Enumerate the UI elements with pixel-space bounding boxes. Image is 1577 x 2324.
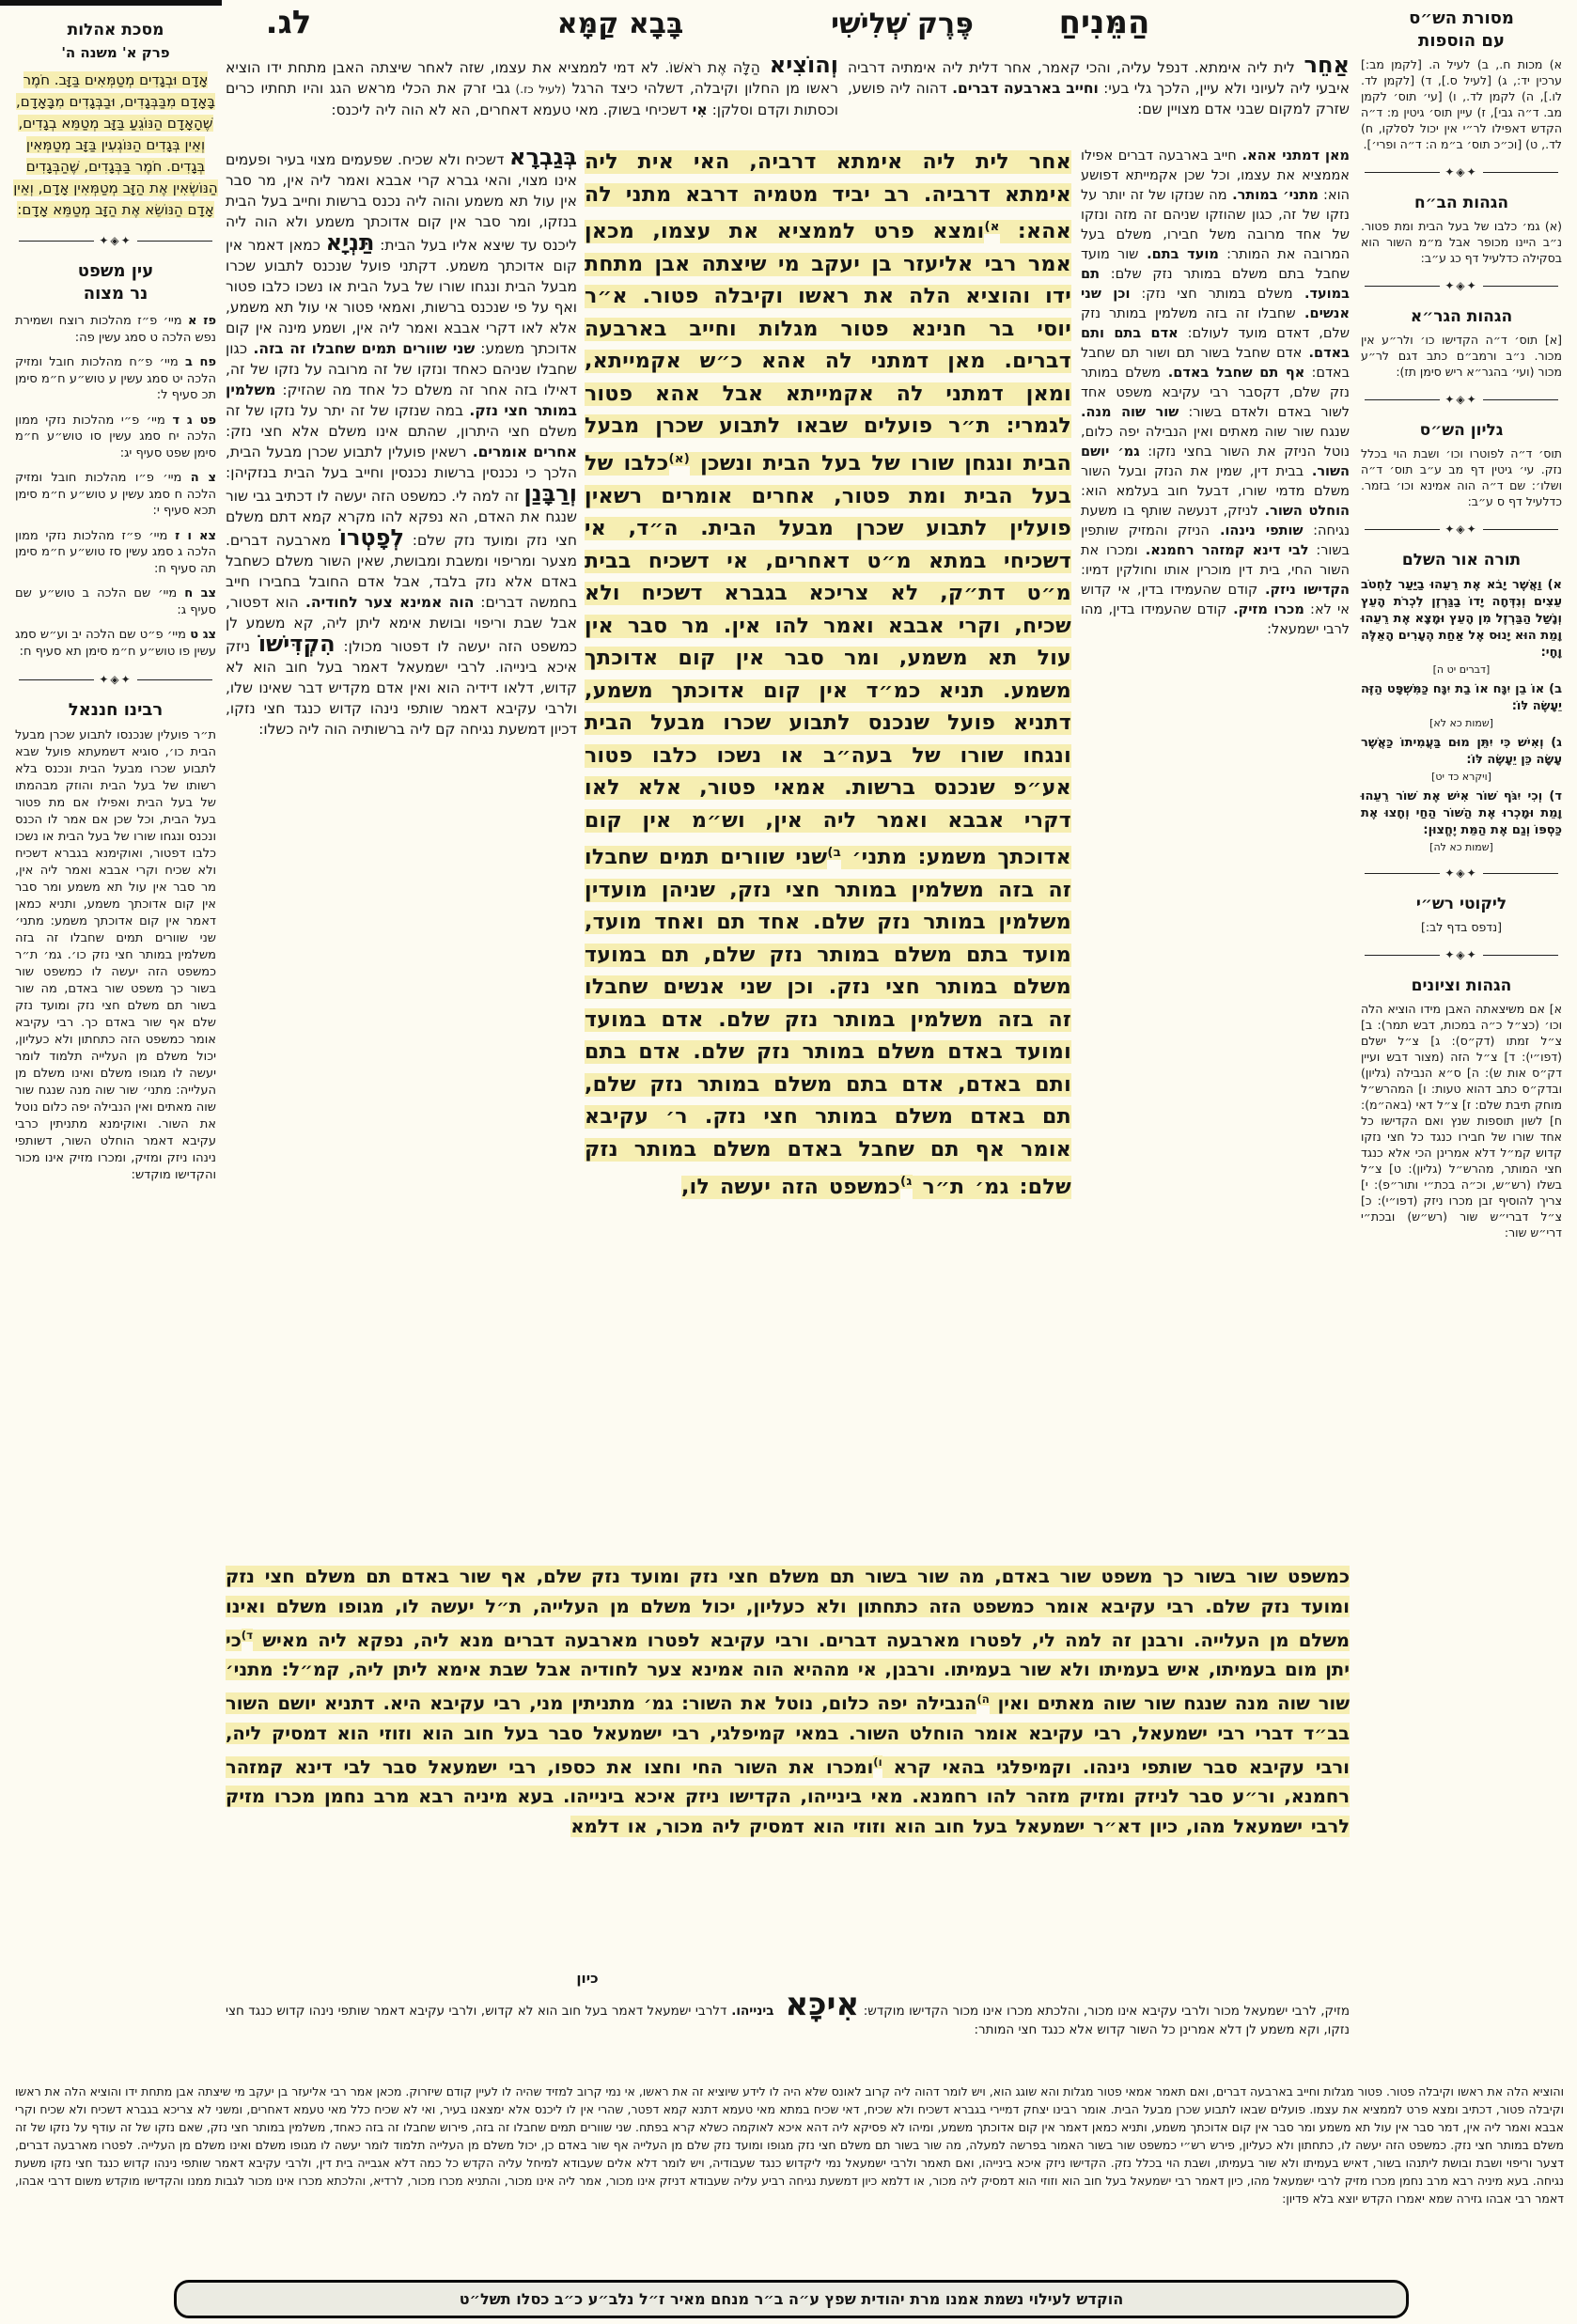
ornament-divider: ✦◈✦ (1365, 393, 1558, 406)
hagahot-hagra-section (1359, 305, 1564, 380)
gilyon-hashas-title: גליון הש״ס (1419, 421, 1504, 440)
ornament-divider: ✦◈✦ (19, 673, 212, 686)
likutei-rashi-section (1359, 893, 1564, 935)
scan-artifact-bar (0, 0, 222, 6)
ein-mishpat-section (13, 260, 218, 660)
likutei-rashi-title: ליקוטי רש״י (1415, 895, 1507, 913)
bottom-notes-block: והוציא הלה את ראשו וקיבלה פטור. פטור מגלות וחייב בארבעה דברים, ואם תאמר אמאי פטור מגלות והא שוגג הוא, ויש לומר דהוה ליה קרוב לאונס שלא היה לו לידע שיוציא זה את ראשו, אי נמי קרוב למזיד שהיה לו לעיין קודם שיזרוק. מכאן אמר רבי אליעזר בן יעקב מי שיצתה אבן מתחת ידו והוציא הלה את ראשו וקיבלה פטור, דכתיב ומצא פרט לממציא את עצמו. פועלים שבאו לתבוע שכרן מבעל הבית. אומר רבינו יצחק דמיירי בגברא דשכיח ולא שכיח, דאי שכיח במתא מאי טעמא דתנא קמא דפטר, שהרי אין לו ליכנס אלא ימצאנו בעיר, ואי לא שכיח כלל מאי טעמא דאחרים, ומשני לא צריכא בגברא דשכיח ולא שכיח וקרי אבבא ואמר ליה אין, דמר סבר אין עול תא משמע ומר סבר אין קום אדוכתך משמע, ותניא כמאן דאמר אין קום אדוכתך משמע, ומיהו לא פסיקא ליה דהא איכא לאוקמה כשלא קרא בפתח. שני שוורים תמים שחבלו זה בזה, פירוש שחבלו זה בזה כאחד, משלמין במותר חצי נזק, שאם נזקו של זה עודף על נזקו של זה משלם במותר חצי נזק. כמשפט הזה יעשה לו, כתחתון ולא כעליון, פירש רש״י כמשפט שור בשור האמור בפרשה למעלה, מה שור בשור תם משלם חצי נזק מגופו ומועד נזק שלם מן העלייה אף שור באדם כן, יכול משלם מן העלייה תלמוד לומר יעשה לו מגופו משלם ואינו משלם מן העלייה. לפטרו מארבעה דברים, דצער וריפוי ושבת ובושת ליתנהו בשור, דאיש בעמיתו ולא שור בעמיתו, ושבת הוי בכלל נזק. הקדישו ניזק איכא בינייהו, ואם תאמר ולרבי ישמעאל נמי ליקדוש כנגד שעבודיה, ויש לומר דלא אלים שעבודא למיחל עליה הקדש כל כמה דלא אגבייה בית דין, ולרבי עקיבא דאמר שותפי נינהו קדוש כנגד חצי נזקו משעת נגיחה. בעא מיניה רבא מרב נחמן מכרו מזיק לרבי ישמעאל מהו, כיון דאמר רבי ישמעאל בעל חוב הוא וזוזי הוא דמסיק ליה מכור, או דלמא כיון דמשעת נגיחה רביע עליה שעבודא דניזק אינו מכור, אמר ליה אינו מכור, והתניא מכרו מכור, לרדיא, והלכתא מכרו אינו מכור לגבות ממנו והקדישו מוקדש משום דרבי אבהו, דאמר רבי אבהו גזירה שמא יאמרו הקדש יוצא בלא פדיון: (15, 2084, 1564, 2206)
mishnah-reference-subtitle: פרק א' משנה ה' (61, 44, 170, 61)
ein-mishpat-entry: פז א מיי׳ פ״ז מהלכות רוצח ושמירת נפש הלכה ט סמג עשין פה: (15, 314, 216, 345)
torah-or-verse-citation: [דברים יט ה] (1432, 663, 1491, 676)
header-masechet: בָּבָא קַמָּא (556, 8, 684, 40)
ornament-divider: ✦◈✦ (1365, 523, 1558, 536)
left-margin-column (13, 19, 218, 1184)
ornament-divider: ✦◈✦ (1365, 279, 1558, 292)
torah-or-section (1359, 549, 1564, 853)
rashi-top-strip: אַחֵר לית ליה אימתא. דנפל עליה, והכי קאמר, אחר דלית ליה אימתיה דרביה איבעי ליה לעיוני ולא עיין, הלכך גלי בעי: וחייב בארבעה דברים. דהוה ליה פושע, שזרק למקום שבני אדם מצויין שם: (848, 55, 1350, 117)
gilyon-hashas-text: תוס׳ ד״ה לפוטרו וכו׳ ושבת הוי בכלל נזק. עי׳ גיטין דף מב ע״ב תוס׳ ד״ה ושלו׳: שם ד״ה הוה אמינא וכו׳ בזמר. כדלעיל דף ס ע״ב: (1361, 446, 1562, 508)
hagahot-vetziyunim-section (1359, 975, 1564, 1240)
ornament-divider: ✦◈✦ (1365, 165, 1558, 179)
header-chapter-name: הַמֵּנִיחַ (1058, 4, 1150, 41)
ein-mishpat-title: עין משפט (77, 261, 154, 281)
torah-or-verse: ד) וְכִי יִגֹּף שׁוֹר אִישׁ אֶת שׁוֹר רֵעֵהוּ וָמֵת וּמָכְרוּ אֶת הַשּׁוֹר הַחַי וְחָצוּ אֶת כַּסְפּוֹ וְגַם אֶת הַמֵּת יֶחֱצוּן: (1361, 789, 1562, 837)
header-perek: פֶּרֶק שְׁלִישִׁי (831, 8, 974, 40)
gilyon-hashas-section (1359, 419, 1564, 509)
torah-or-verse-citation: [שמות כא לא] (1429, 717, 1493, 729)
ein-mishpat-subtitle: נר מצוה (83, 284, 148, 304)
masoret-hashas-section (1359, 8, 1564, 152)
tosafot-bottom-block: מזיק, לרבי ישמעאל מכור ולרבי עקיבא אינו מכור, והלכתא מכרו אינו מכור הקדישו מוקדש: אִיכָּא בינייהו. דלרבי ישמעאל דאמר בעל חוב הוא לא קדוש, ולרבי עקיבא דאמר שותפי נינהו קדוש כנגד חצי נזקו, וקא משמע לן דלא אמרינן כל השור קדוש אלא כנגד חצי המותר: (226, 1996, 1350, 2037)
masoret-hashas-subtitle: עם הוספות (1418, 31, 1505, 51)
rashi-column: מאן דמתני אהא. חייב בארבעה דברים אפילו אממציא את עצמו, וכל שכן אקמייתא דפושע הוא: מתני׳ במותר. מה שנזקו של זה יותר על נזקו של זה, כגון שהוזקו שניהם זה מזה ונזקו של אחד מרובה משל חבירו, משלם בעל המרובה את המותר: מועד בתם. שור מועד שחבל בתם משלם במותר נזק שלם: תם במועד. משלם במותר חצי נזק: וכן שני אנשים. שחבלו זה בזה משלמין במותר נזק שלם, דאדם מועד לעולם: אדם בתם ותם באדם. אדם שחבל בשור תם ושור תם שחבל באדם: אף תם שחבל באדם. משלם במותר נזק שלם, דקסבר רבי עקיבא משפט אחד לשור באדם ולאדם בשור: שור שוה מנה. שנגח שור שוה מאתים ואין הנבילה יפה כלום, נוטל הניזק את השור בחצי נזקו: גמ׳ יושם השור. בבית דין, שמין את הנזק ובעל השור משלם מדמי שורו, דבעל חוב בעלמא הוא: הוחלט השור. לניזק, דנעשה שותף בו משעת נגיחה: שותפי נינהו. הניזק והמזיק שותפין בשור: לבי דינא קמזהר רחמנא. ומכרו את השור החי, בית דין מוכרין אותו וחולקין דמיו: הקדישו ניזק. קודם שהעמידו בדין, אי קדוש אי לא: מכרו מזיק. קודם שהעמידו בדין, מהו לרבי ישמעאל: (1081, 148, 1350, 637)
header-daf-number: לג. (265, 4, 312, 41)
tosafot-top-strip: וְהוֹצִיא הַלָּה אֶת רֹאשׁוֹ. לא דמי לממציא את עצמו, שזה לאחר שיצתה האבן מתחת ידו הוציא ראשו מן החלון וקיבלה, דשלהי כיצד הרגל (לעיל כז.) גבי זרק את הכלי מראש הגג והיו תחתיו כרים וכסתות וקדם וסלקן: אִי דשכיחי בשוק. מאי טעמא דאחרים, הא לא הוה ליה ליכנס: (226, 55, 838, 118)
torah-or-verse: ב) אוֹ בֵן יִגָּח אוֹ בַת יִגָּח כַּמִּשְׁפָּט הַזֶּה יֵעָשֶׂה לּוֹ: (1361, 682, 1562, 713)
ein-mishpat-entry: פח ב מיי׳ פ״ח מהלכות חובל ומזיק הלכה יט סמג עשין ע טוש״ע ח״מ סימן תכ סעיף ל: (15, 355, 216, 402)
rabbeinu-chananel-title: רבינו חננאל (68, 700, 164, 720)
ein-mishpat-entry: צ ה מיי׳ פ״ו מהלכות חובל ומזיק הלכה ח סמג עשין ע טוש״ע ח״מ סימן תכא סעיף י: (15, 471, 216, 518)
right-margin-column (1359, 8, 1564, 1240)
tosafot-column: בְּגַבְרָא דשכיח ולא שכיח. שפעמים מצוי בעיר ופעמים אינו מצוי, והאי גברא קרי אבבא ואמר ליה אין, מר סבר אין עול תא משמע והוה ליה נכנס ברשות וחייב בעל הבית בנזקו, ומר סבר אין קום אדוכתך משמע ולא הוה ליה ליכנס עד שיצא אליו בעל הבית: תַּנְיָא כמאן דאמר אין קום אדוכתך משמע. דקתני פועל שנכנס לתבוע שכרו מבעל הבית ונגחו שורו של בעל הבית או נשכו כלבו פטור ואף על פי שנכנס ברשות, ואמאי פטור אי עול תא משמע, אלא לאו דקרי אבבא ואמר ליה אין, ושמע מינה אין קום אדוכתך משמע: שני שוורים תמים שחבלו זה בזה. כגון שחבלו שניהם כאחד ונזקו של זה מרובה על נזקו של זה, דאילו בזה אחר זה משלם כל אחד מה שהזיק: משלמין במותר חצי נזק. במה שנזקו של זה יתר על נזקו של זה משלם חצי היתרון, שהתם אינו משלם אלא חצי נזק: אחרים אומרים. רשאין פועלין לתבוע שכרן מבעל הבית, הלכך כי נכנסין ברשות נכנסין וחייב בעל הבית בנזקיהן: וְרַבָּנַן זה למה לי. כמשפט הזה יעשה לו דכתיב גבי שור שנגח את האדם, הא נפקא להו מקרא קמא דתם משלם חצי נזק ומועד נזק שלם: לְפָטְרוֹ מארבעה דברים. מצער ומריפוי ומשבת ומבושת, שאין השור משלם כשחבל באדם אלא נזק בלבד, אבל אדם החובל בחבירו חייב בחמשה דברים: הוה אמינא צער לחודיה. הוא דפטור, אבל שבת וריפוי ובושת אימא ליתן ליה, קא משמע לן כמשפט הזה יעשה לו דפטור מכולן: הִקְדִּישׁוֹ ניזק איכא בינייהו. לרבי ישמעאל דאמר בעל חוב הוא לא קדוש, דלאו דידיה הוא ואין אדם מקדיש דבר שאינו שלו, ולרבי עקיבא דאמר שותפי נינהו קדוש כנגד חצי נזקו, דכיון דמשעת נגיחה קם ליה ברשותיה הוה ליה כשלו: (226, 147, 577, 738)
hagahot-vetziyunim-text: א] אם משיצאתה האבן מידו הוציא הלה וכו׳ (כצ״ל כ״ה במכות, דבש תמר): ב] צ״ל זמתו (דק״ס): ג] צ״ל ישלם (דפו״י): ד] צ״ל הזה (מצור דבש ועיין דק״ס אות ש): ה] ס״א הנבילה (גליון) ובדק״ס כתב דהוא טעות: ו] המהרש״ל מוחק תיבת שלם: ז] צ״ל דאי (באה״מ): ח] לשון תוספות שנץ ואם הקדישו כל אחד שורו של חבירו כנגד כל חצי נזקו קדוש קמ״ל דלא אמרינן הכי אלא כנגד חצי המותר, מהרש״ל (גליון): ט] צ״ל בשלו (רש״ש, וכ״ה בכת״י ותור״פ): י] צריך להוסיף זבן מכרו ניזק (דפו״י): כ] צ״ל דברי״ש שור (רש״ש) ובכת״י דרי״ש שור: (1361, 1002, 1562, 1240)
ornament-divider: ✦◈✦ (1365, 866, 1558, 880)
mishnah-reference-title: מסכת אהלות (67, 21, 164, 39)
torah-or-verse: ג) וְאִישׁ כִּי יִתֵּן מוּם בַּעֲמִיתוֹ כַּאֲשֶׁר עָשָׂה כֵּן יֵעָשֶׂה לּוֹ: (1361, 736, 1562, 767)
ein-mishpat-entry: צב ח מיי׳ שם הלכה ב טוש״ע שם סעיף ג: (15, 586, 216, 617)
ornament-divider: ✦◈✦ (1365, 948, 1558, 961)
rabbeinu-chananel-section (13, 699, 218, 1184)
torah-or-title: תורה אור השלם (1401, 551, 1522, 569)
masoret-hashas-title: מסורת הש״ס (1409, 8, 1514, 28)
mishnah-reference-block (13, 19, 218, 221)
gemara-catchword: כיון (576, 1970, 599, 1987)
gemara-wide-band: כמשפט שור בשור כך משפט שור באדם, מה שור בשור תם משלם חצי נזק ומועד נזק שלם, אף שור באדם תם משלם חצי נזק ומועד נזק שלם. רבי עקיבא אומר כמשפט הזה כתחתון ולא כעליון, יכול משלם מן העלייה, ת״ל יעשה לו, מגופו משלם ואינו משלם מן העלייה. ורבנן זה למה לי, לפטרו מארבעה דברים. ורבי עקיבא לפטרו מארבעה דברים מנא ליה, נפקא ליה מאיש $^{ד)}$כי יתן מום בעמיתו, איש בעמיתו ולא שור בעמיתו. ורבנן, אי מההיא הוה אמינא צער לחודיה אבל שבת אימא ליתן ליה, קמ״ל: מתני׳ שור שוה מנה שנגח שור שוה מאתים ואין $^{ה)}$הנבילה יפה כלום, נוטל את השור: גמ׳ מתניתין מני, רבי עקיבא היא. דתניא יושם השור בב״ד דברי רבי ישמעאל, רבי עקיבא אומר הוחלט השור. במאי קמיפלגי, רבי ישמעאל סבר בעל חוב הוא וזוזי הוא דמסיק ליה, ורבי עקיבא סבר שותפי נינהו. וקמיפלגי בהאי קרא $^{ו)}$ומכרו את השור החי וחצו את כספו, רבי ישמעאל סבר לבי דינא קמזהר רחמנא, ור״ע סבר לניזק ומזיק מזהר להו רחמנא. מאי בינייהו, הקדישו ניזק איכא בינייהו. בעא מיניה רבא מרב נחמן מכרו מזיק לרבי ישמעאל מהו, כיון דא״ר ישמעאל בעל חוב הוא וזוזי הוא דמסיק ליה מכור, או דלמא (226, 1566, 1350, 1837)
hagahot-vetziyunim-title: הגהות וציונים (1411, 976, 1512, 995)
hagahot-habach-title: הגהות הב״ח (1413, 194, 1509, 212)
torah-or-verse-citation: [ויקרא כד יט] (1431, 771, 1491, 783)
hagahot-hagra-text: [א] תוס׳ ד״ה הקדישו כו׳ ולר״ע אין מכור. נ״ב ורמב״ם כתב דגם לר״ע מכור (ועי׳ בהגר״א ריש סימן תז): (1361, 333, 1562, 379)
torah-or-verse-citation: [שמות כא לה] (1429, 841, 1493, 853)
torah-or-verse: א) וַאֲשֶׁר יָבֹא אֶת רֵעֵהוּ בַיַּעַר לַחְטֹב עֵצִים וְנִדְּחָה יָדוֹ בַגַּרְזֶן לִכְרֹת הָעֵץ וְנָשַׁל הַבַּרְזֶל מִן הָעֵץ וּמָצָא אֶת רֵעֵהוּ וָמֵת הוּא יָנוּס אֶל אַחַת הֶעָרִים הָאֵלֶּה וָחָי: (1361, 578, 1562, 660)
hagahot-hagra-title: הגהות הגר״א (1410, 307, 1513, 326)
ein-mishpat-entry: צא ו ז מיי׳ פ״ז מהלכות נזקי ממון הלכה ג סמג עשין סז טוש״ע ח״מ סימן תה סעיף ח: (15, 528, 217, 576)
ornament-divider: ✦◈✦ (19, 234, 212, 247)
dedication-footer: הוקדש לעילוי נשמת אמנו מרת יהודית שפץ ע״ה ב״ר מנחם מאיר ז״ל נלב״ע כ״ב כסלו תשל״ט (174, 2280, 1409, 2318)
ein-mishpat-entry: פט ג ד מיי׳ פ״י מהלכות נזקי ממון הלכה יח סמג עשין סו טוש״ע ח״מ סימן שפט סעיף יג: (15, 413, 216, 460)
hagahot-habach-section (1359, 192, 1564, 266)
mishnah-reference-text: אָדָם וּבְגָדִים מְטַמְּאִים בַּזָּב. חֹמֶר בָּאָדָם מִבַּבְּגָדִים, וּבַבְּגָדִים מִבָּאָדָם, שֶׁהָאָדָם הַנּוֹגֵעַ בַּזָּב מְטַמֵּא בְגָדִים, וְאֵין בְּגָדִים הַנּוֹגְעִין בַּזָּב מְטַמְּאִין בְּגָדִים. חֹמֶר בַּבְּגָדִים, שֶׁהַבְּגָדִים הַנּוֹשְׂאִין אֶת הַזָּב מְטַמְּאִין אָדָם, וְאֵין אָדָם הַנּוֹשֵׂא אֶת הַזָּב מְטַמֵּא אָדָם: (13, 71, 218, 218)
masoret-hashas-text: א) מכות ח., ב) לעיל ה. [לקמן מב:] ערכין יד:, ג) [לעיל ס.], ד) [לקמן לד. לו.], ה) לקמן לד., ו) [עי׳ תוס׳ לקמן מב. ד״ה גבי], ז) עיין תוס׳ גיטין מ: ד״ה הקדש דאפילו לר״י אין יכול לסלקו, ח) לד., ט) [וכ״כ תוס׳ ב״מ ה: ד״ה ופרי׳]. (1361, 57, 1562, 151)
hagahot-habach-text: (א) גמ׳ כלבו של בעל הבית ומת פטור. נ״ב היינו מכופר אבל מ״מ השור הוא בסקילה כדלעיל דף כג ע״ב: (1361, 219, 1562, 265)
ein-mishpat-entry: צג ט מיי׳ פ״ט שם הלכה יב וע״ש סמג עשין פו טוש״ע ח״מ סימן תא סעיף ח: (15, 628, 216, 659)
likutei-rashi-text: [נדפס בדף לב:] (1420, 920, 1503, 934)
gemara-column: אחר לית ליה אימתא דרביה, האי אית ליה אימתא דרביה. רב יביד מטמיה דרבא מתני לה אהא: $^{א)}$ומצא פרט לממציא את עצמו, מכאן אמר רבי אליעזר בן יעקב מי שיצתה אבן מתחת ידו והוציא הלה את ראשו וקיבלה פטור. א״ר יוסי בר חנינא פטור מגלות וחייב בארבעה דברים. מאן דמתני לה אהא כ״ש אקמייתא, ומאן דמתני לה אקמייתא אבל אהא פטור לגמרי: ת״ר פועלים שבאו לתבוע שכרן מבעל הבית ונגחן שורו של בעל הבית ונשכן $^{(א)}$כלבו של בעל הבית ומת פטור, אחרים אומרים רשאין פועלין לתבוע שכרן מבעל הבית. ה״ד, אי דשכיחי במתא מ״ט דאחרים, אי דשכיח בבית מ״ט דת״ק, לא צריכא בגברא דשכיח ולא שכיח, וקרי אבבא ואמר להו אין. מר סבר אין עול תא משמע, ומר סבר אין קום אדוכתך משמע. תניא כמ״ד אין קום אדוכתך משמע, דתניא פועל שנכנס לתבוע שכרו מבעל הבית ונגחו שורו של בעה״ב או נשכו כלבו פטור אע״פ שנכנס ברשות. אמאי פטור, אלא לאו דקרי אבבא ואמר ליה אין, וש״מ אין קום אדוכתך משמע: מתני׳ $^{ב)}$שני שוורים תמים שחבלו זה בזה משלמין במותר חצי נזק, שניהן מועדין משלמין במותר נזק שלם. אחד תם ואחד מועד, מועד בתם משלם במותר נזק שלם, תם במועד משלם במותר חצי נזק. וכן שני אנשים שחבלו זה בזה משלמין במותר נזק שלם. אדם במועד ומועד באדם משלם במותר נזק שלם. אדם בתם ותם באדם, אדם בתם משלם במותר נזק שלם, תם באדם משלם במותר חצי נזק. ר׳ עקיבא אומר אף תם שחבל באדם משלם במותר נזק שלם: גמ׳ ת״ר $^{ג)}$כמשפט הזה יעשה לו, (585, 150, 1071, 1199)
rabbeinu-chananel-text: ת״ר פועלין שנכנסו לתבוע שכרן מבעל הבית כו׳, סוגיא דשמעתא פועל שבא לתבוע שכרו מבעל הבית ונכנס בלא רשותו של בעל הבית והוזק מבהמתו של בעל הבית ואפילו אם מת פטור בעל הבית, וכל שכן אם אמר לו הכנס ונכנס ונגחו שורו של בעל הבית או נשכו כלבו דפטור, ואוקימנא בגברא דשכיח ולא שכיח וקרי אבבא ואמר ליה אין, מר סבר אין עול תא משמע ומר סבר אין קום אדוכתך משמע, ותניא כמאן דאמר אין קום אדוכתך משמע: מתני׳ שני שוורים תמים שחבלו זה בזה משלמין במותר חצי נזק כו׳. גמ׳ ת״ר כמשפט הזה יעשה לו כמשפט שור בשור כך משפט שור באדם, מה שור בשור תם משלם חצי נזק ומועד נזק שלם אף שור באדם כך. רבי עקיבא אומר כמשפט הזה כתחתון ולא כעליון, יכול משלם מן העלייה תלמוד לומר יעשה לו מגופו משלם ואינו משלם מן העלייה: מתני׳ שור שוה מנה שנגח שור שוה מאתים ואין הנבילה יפה כלום נוטל את השור. ואוקימנא מתניתין כרבי עקיבא דאמר הוחלט השור, דשותפי נינהו ניזק ומזיק, ומכרו מזיק אינו מכור והקדישו מוקדש: (15, 728, 216, 1182)
